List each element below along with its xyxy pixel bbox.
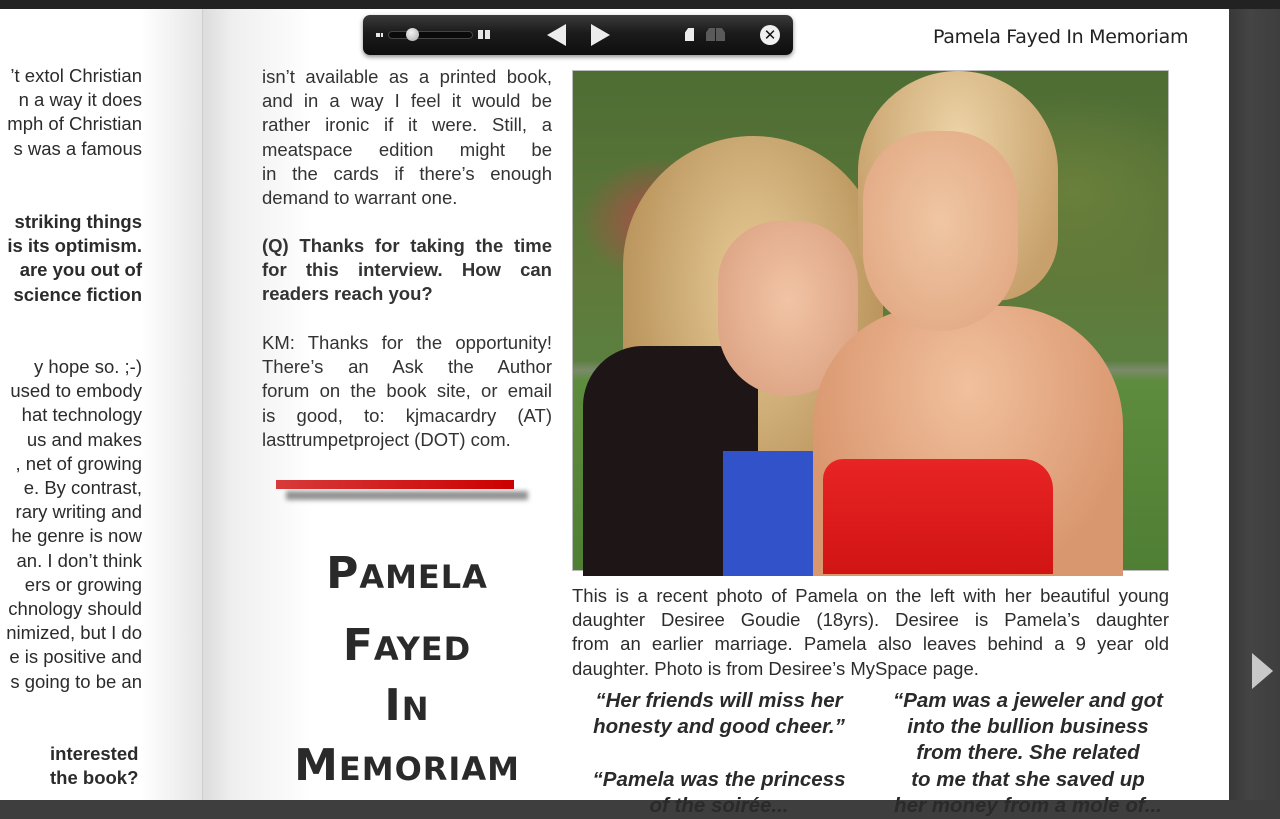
text-line: demand to warrant one. bbox=[262, 186, 458, 208]
red-divider bbox=[276, 480, 514, 489]
text-line: KM: Thanks for the opportunity! bbox=[262, 332, 552, 353]
text-line: science fiction bbox=[13, 283, 142, 305]
text-line: in the cards if there’s enough bbox=[262, 162, 552, 184]
left-answer bbox=[0, 355, 142, 718]
text-line: e is positive and bbox=[9, 646, 142, 668]
running-head: Pamela Fayed In Memoriam bbox=[933, 26, 1189, 48]
title-cap: F bbox=[342, 620, 374, 671]
text-line: e. By contrast, bbox=[23, 477, 142, 499]
text-line: forum on the book site, or email bbox=[262, 380, 552, 402]
text-line: s was a famous bbox=[13, 137, 142, 159]
text-line: chnology should bbox=[8, 598, 142, 620]
title-cap: M bbox=[294, 740, 339, 791]
photo-detail bbox=[863, 131, 1018, 331]
title-cap: P bbox=[326, 548, 360, 599]
text-line: hat technology bbox=[21, 404, 142, 426]
page-right-icon bbox=[716, 28, 725, 41]
text-line: he genre is now bbox=[11, 525, 142, 547]
single-page-view-icon[interactable] bbox=[685, 28, 694, 41]
title-line-1 bbox=[262, 548, 552, 599]
text-line: used to embody bbox=[10, 380, 142, 402]
left-paragraph-1 bbox=[0, 64, 142, 161]
text-line: (Q) Thanks for taking the time bbox=[262, 235, 552, 256]
pull-quote-1 bbox=[578, 688, 860, 740]
pull-quote-2 bbox=[578, 767, 860, 819]
text-line: ers or growing bbox=[24, 573, 142, 595]
text-line: honesty and good cheer.” bbox=[593, 715, 845, 739]
text-line: into the bullion business bbox=[907, 715, 1149, 739]
text-line: daughter. Photo is from Desiree’s MySpace page. bbox=[572, 657, 979, 679]
photo-detail bbox=[823, 459, 1053, 574]
text-line: from there. She related bbox=[916, 741, 1140, 765]
text-line: nimized, but I do bbox=[6, 622, 142, 644]
text-line: mph of Christian bbox=[7, 113, 142, 135]
text-line: There’s an Ask the Author bbox=[262, 356, 552, 378]
text-line: for this interview. How can bbox=[262, 259, 552, 281]
next-page-arrow-icon[interactable] bbox=[1252, 653, 1273, 689]
divider-shadow bbox=[286, 491, 528, 500]
left-question bbox=[0, 210, 142, 307]
title-line-3 bbox=[262, 680, 552, 731]
title-line-2 bbox=[262, 620, 552, 671]
text-line: of the soirée... bbox=[649, 794, 789, 818]
text-line: rather ironic if it were. Still, a bbox=[262, 114, 552, 136]
text-line: is its optimism. bbox=[7, 235, 142, 257]
text-line: “Her friends will miss her bbox=[595, 689, 843, 712]
text-line: readers reach you? bbox=[262, 283, 433, 305]
text-line: “Pamela was the princess bbox=[592, 768, 846, 791]
text-line: is good, to: kjmacardry (AT) bbox=[262, 404, 552, 426]
text-line: y hope so. ;-) bbox=[34, 356, 142, 377]
text-line: to me that she saved up bbox=[911, 767, 1145, 791]
interview-answer bbox=[262, 331, 552, 452]
text-line: isn’t available as a printed book, bbox=[262, 66, 552, 87]
text-line: the book? bbox=[50, 767, 139, 789]
viewer-toolbar bbox=[363, 15, 793, 55]
text-line: interested bbox=[50, 743, 139, 764]
text-line: daughter Desiree Goudie (18yrs). Desiree is Pamela’s daughter bbox=[572, 609, 1169, 631]
small-thumbnail-icon[interactable] bbox=[376, 33, 383, 37]
title-rest: AMELA bbox=[359, 558, 488, 596]
zoom-slider[interactable] bbox=[388, 31, 473, 39]
text-line: “Pam was a jeweler and got bbox=[892, 689, 1163, 712]
text-line: and in a way I feel it would be bbox=[262, 90, 552, 112]
title-cap: I bbox=[384, 680, 402, 731]
title-rest: AYED bbox=[373, 630, 472, 668]
close-icon[interactable]: ✕ bbox=[760, 25, 780, 45]
text-line: s going to be an bbox=[10, 670, 142, 692]
text-line: meatspace edition might be bbox=[262, 138, 552, 160]
text-line: ’t extol Christian bbox=[10, 65, 142, 86]
text-line: from an earlier marriage. Pamela also leaves behind a 9 year old bbox=[572, 633, 1169, 655]
text-line: n a way it does bbox=[18, 89, 142, 111]
text-line: , net of growing bbox=[15, 452, 142, 474]
text-line: us and makes bbox=[26, 428, 142, 450]
text-line: This is a recent photo of Pamela on the left with her beautiful young bbox=[572, 585, 1169, 606]
title-line-4 bbox=[262, 740, 552, 791]
page-left-icon bbox=[706, 28, 715, 41]
text-line: striking things bbox=[14, 211, 142, 232]
interview-question bbox=[262, 234, 552, 307]
photo-caption bbox=[572, 584, 1169, 681]
next-page-icon[interactable] bbox=[591, 24, 610, 46]
photo-detail bbox=[723, 451, 823, 576]
top-bar bbox=[0, 0, 1280, 9]
photo-pamela-and-desiree bbox=[572, 70, 1169, 571]
text-line: her money from a mole of... bbox=[894, 793, 1162, 817]
text-line: are you out of bbox=[19, 259, 142, 281]
title-rest: EMORIAM bbox=[338, 750, 520, 788]
answer-end bbox=[262, 65, 552, 210]
left-question-2 bbox=[50, 742, 142, 790]
title-rest: N bbox=[401, 690, 430, 728]
zoom-slider-knob[interactable] bbox=[406, 28, 419, 41]
large-thumbnail-icon[interactable] bbox=[478, 30, 490, 39]
pull-quote-3 bbox=[880, 688, 1176, 819]
text-line: rary writing and bbox=[15, 501, 142, 523]
previous-page-icon[interactable] bbox=[547, 24, 566, 46]
text-line: lasttrumpetproject (DOT) com. bbox=[262, 428, 511, 450]
double-page-view-icon[interactable] bbox=[706, 28, 726, 41]
text-line: an. I don’t think bbox=[16, 549, 142, 571]
